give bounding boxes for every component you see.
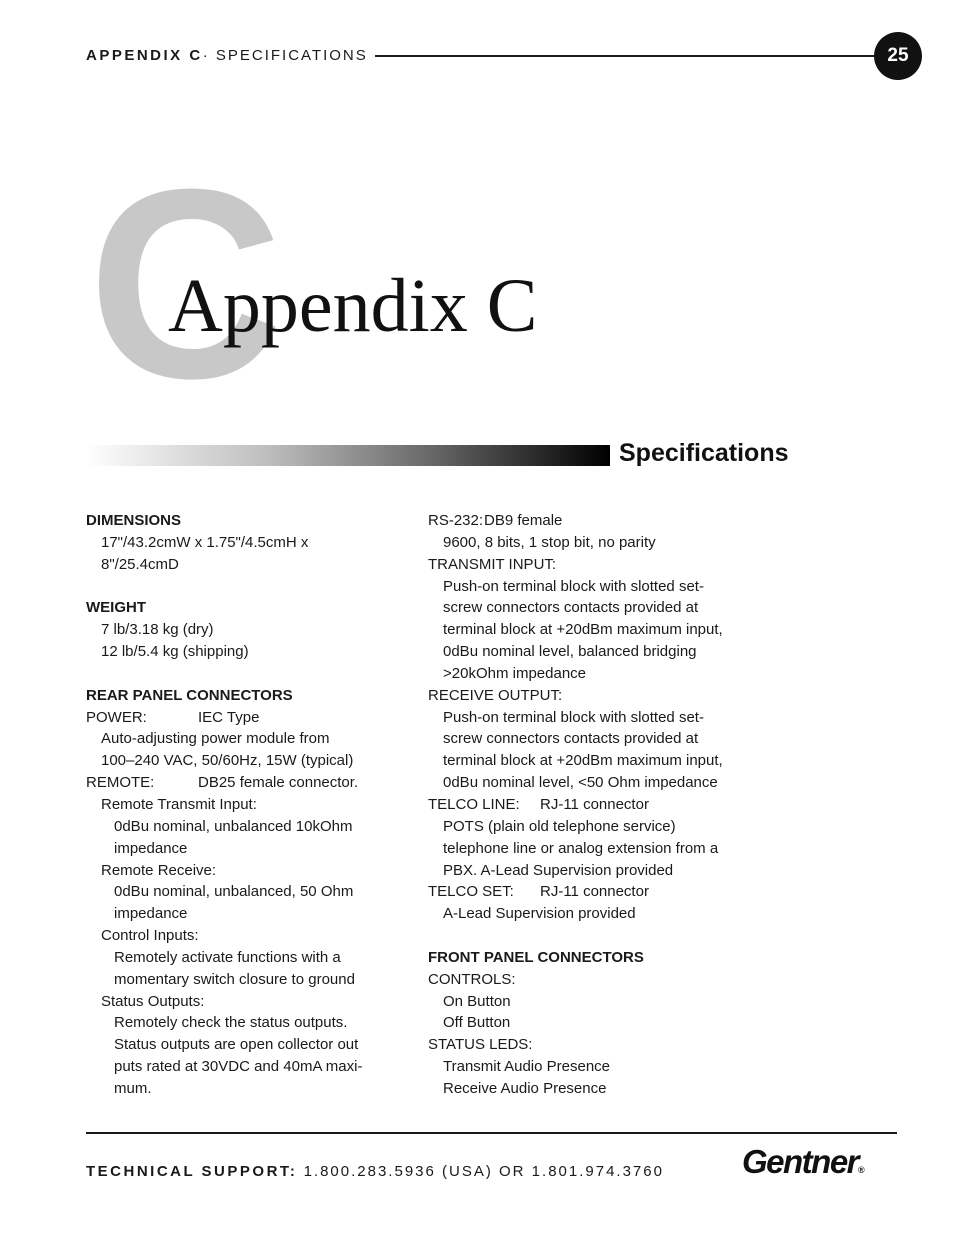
header-separator: · [202, 47, 210, 64]
support-label: TECHNICAL SUPPORT: [86, 1163, 298, 1180]
remote-label: REMOTE: [86, 774, 155, 792]
weight-line: 12 lb/5.4 kg (shipping) [101, 643, 249, 661]
power-line: Auto-adjusting power module from [101, 730, 330, 748]
page-number-badge: 25 [874, 32, 922, 80]
remote-receive-line: 0dBu nominal, unbalanced, 50 Ohm [114, 883, 354, 901]
page-title: Appendix C [168, 264, 538, 348]
transmit-input-line: 0dBu nominal level, balanced bridging [443, 643, 697, 661]
telco-line-row [428, 794, 723, 816]
transmit-input-line: >20kOhm impedance [443, 664, 586, 682]
running-header [86, 47, 368, 64]
spec-column-left [86, 510, 362, 1100]
rear-panel-heading: REAR PANEL CONNECTORS [86, 686, 293, 704]
front-panel-heading: FRONT PANEL CONNECTORS [428, 948, 644, 966]
gradient-bar [86, 445, 610, 466]
gentner-logo [742, 1143, 865, 1181]
status-outputs-line: Status outputs are open collector out [114, 1036, 359, 1054]
header-section-bold: APPENDIX C [86, 47, 203, 64]
receive-output-label: RECEIVE OUTPUT: [428, 686, 563, 704]
receive-output-line: terminal block at +20dBm maximum input, [443, 752, 723, 770]
control-inputs-line: Remotely activate functions with a [114, 948, 341, 966]
status-outputs-line: Remotely check the status outputs. [114, 1014, 348, 1032]
remote-transmit-line: 0dBu nominal, unbalanced 10kOhm [114, 817, 353, 835]
telco-line-line: POTS (plain old telephone service) [443, 817, 676, 835]
transmit-input-line: screw connectors contacts provided at [443, 599, 699, 617]
receive-output-line: Push-on terminal block with slotted set- [443, 708, 704, 726]
dimensions-heading: DIMENSIONS [86, 512, 182, 529]
telco-set-line: A-Lead Supervision provided [443, 905, 636, 923]
header-rule [375, 55, 880, 57]
rs232-label: RS-232: [428, 512, 484, 529]
control-inputs-line: momentary switch closure to ground [114, 970, 355, 988]
remote-row [86, 772, 362, 794]
controls-item: Off Button [443, 1014, 511, 1032]
registered-mark-icon: ® [858, 1165, 865, 1175]
power-line: 100–240 VAC, 50/60Hz, 15W (typical) [101, 752, 354, 770]
control-inputs-label: Control Inputs: [101, 927, 199, 945]
rs232-detail: 9600, 8 bits, 1 stop bit, no parity [443, 533, 656, 551]
weight-heading: WEIGHT [86, 599, 146, 617]
chapter-letter: C [88, 134, 273, 435]
receive-output-line: screw connectors contacts provided at [443, 730, 699, 748]
transmit-input-label: TRANSMIT INPUT: [428, 555, 557, 573]
remote-value: DB25 female connector. [198, 774, 359, 792]
receive-output-line: 0dBu nominal level, <50 Ohm impedance [443, 774, 718, 792]
controls-label: CONTROLS: [428, 970, 516, 988]
weight-line: 7 lb/3.18 kg (dry) [101, 621, 214, 639]
dimensions-line: 17"/43.2cmW x 1.75"/4.5cmH x [101, 533, 309, 551]
telco-set-row [428, 881, 723, 903]
status-leds-label: STATUS LEDS: [428, 1036, 533, 1054]
status-outputs-label: Status Outputs: [101, 992, 205, 1010]
support-numbers: 1.800.283.5936 (USA) OR 1.801.974.3760 [303, 1163, 664, 1180]
telco-line-label: TELCO LINE: [428, 795, 520, 813]
status-outputs-line: mum. [114, 1079, 152, 1097]
telco-set-value: RJ-11 connector [540, 883, 649, 901]
remote-transmit-line: impedance [114, 839, 188, 857]
status-leds-item: Transmit Audio Presence [443, 1058, 611, 1076]
remote-receive-label: Remote Receive: [101, 861, 217, 879]
remote-transmit-label: Remote Transmit Input: [101, 795, 257, 813]
dimensions-line: 8"/25.4cmD [101, 555, 179, 573]
status-outputs-line: puts rated at 30VDC and 40mA maxi- [114, 1058, 363, 1076]
power-label: POWER: [86, 708, 147, 726]
section-heading: Specifications [619, 439, 789, 467]
rs232-row [428, 510, 723, 532]
footer-rule [86, 1132, 897, 1134]
status-leds-item: Receive Audio Presence [443, 1079, 607, 1097]
remote-receive-line: impedance [114, 905, 188, 923]
technical-support-line [86, 1163, 664, 1180]
transmit-input-line: Push-on terminal block with slotted set- [443, 577, 704, 595]
rs232-value: DB9 female [484, 512, 563, 529]
header-section-text: SPECIFICATIONS [215, 47, 368, 64]
power-row [86, 707, 362, 729]
telco-line-value: RJ-11 connector [540, 795, 649, 813]
transmit-input-line: terminal block at +20dBm maximum input, [443, 621, 723, 639]
telco-line-line: telephone line or analog extension from a [443, 839, 719, 857]
telco-line-line: PBX. A-Lead Supervision provided [443, 861, 674, 879]
logo-text: Gentner [742, 1143, 859, 1180]
power-value: IEC Type [198, 708, 260, 726]
telco-set-label: TELCO SET: [428, 883, 514, 901]
controls-item: On Button [443, 992, 511, 1010]
spec-column-right [428, 510, 723, 1100]
